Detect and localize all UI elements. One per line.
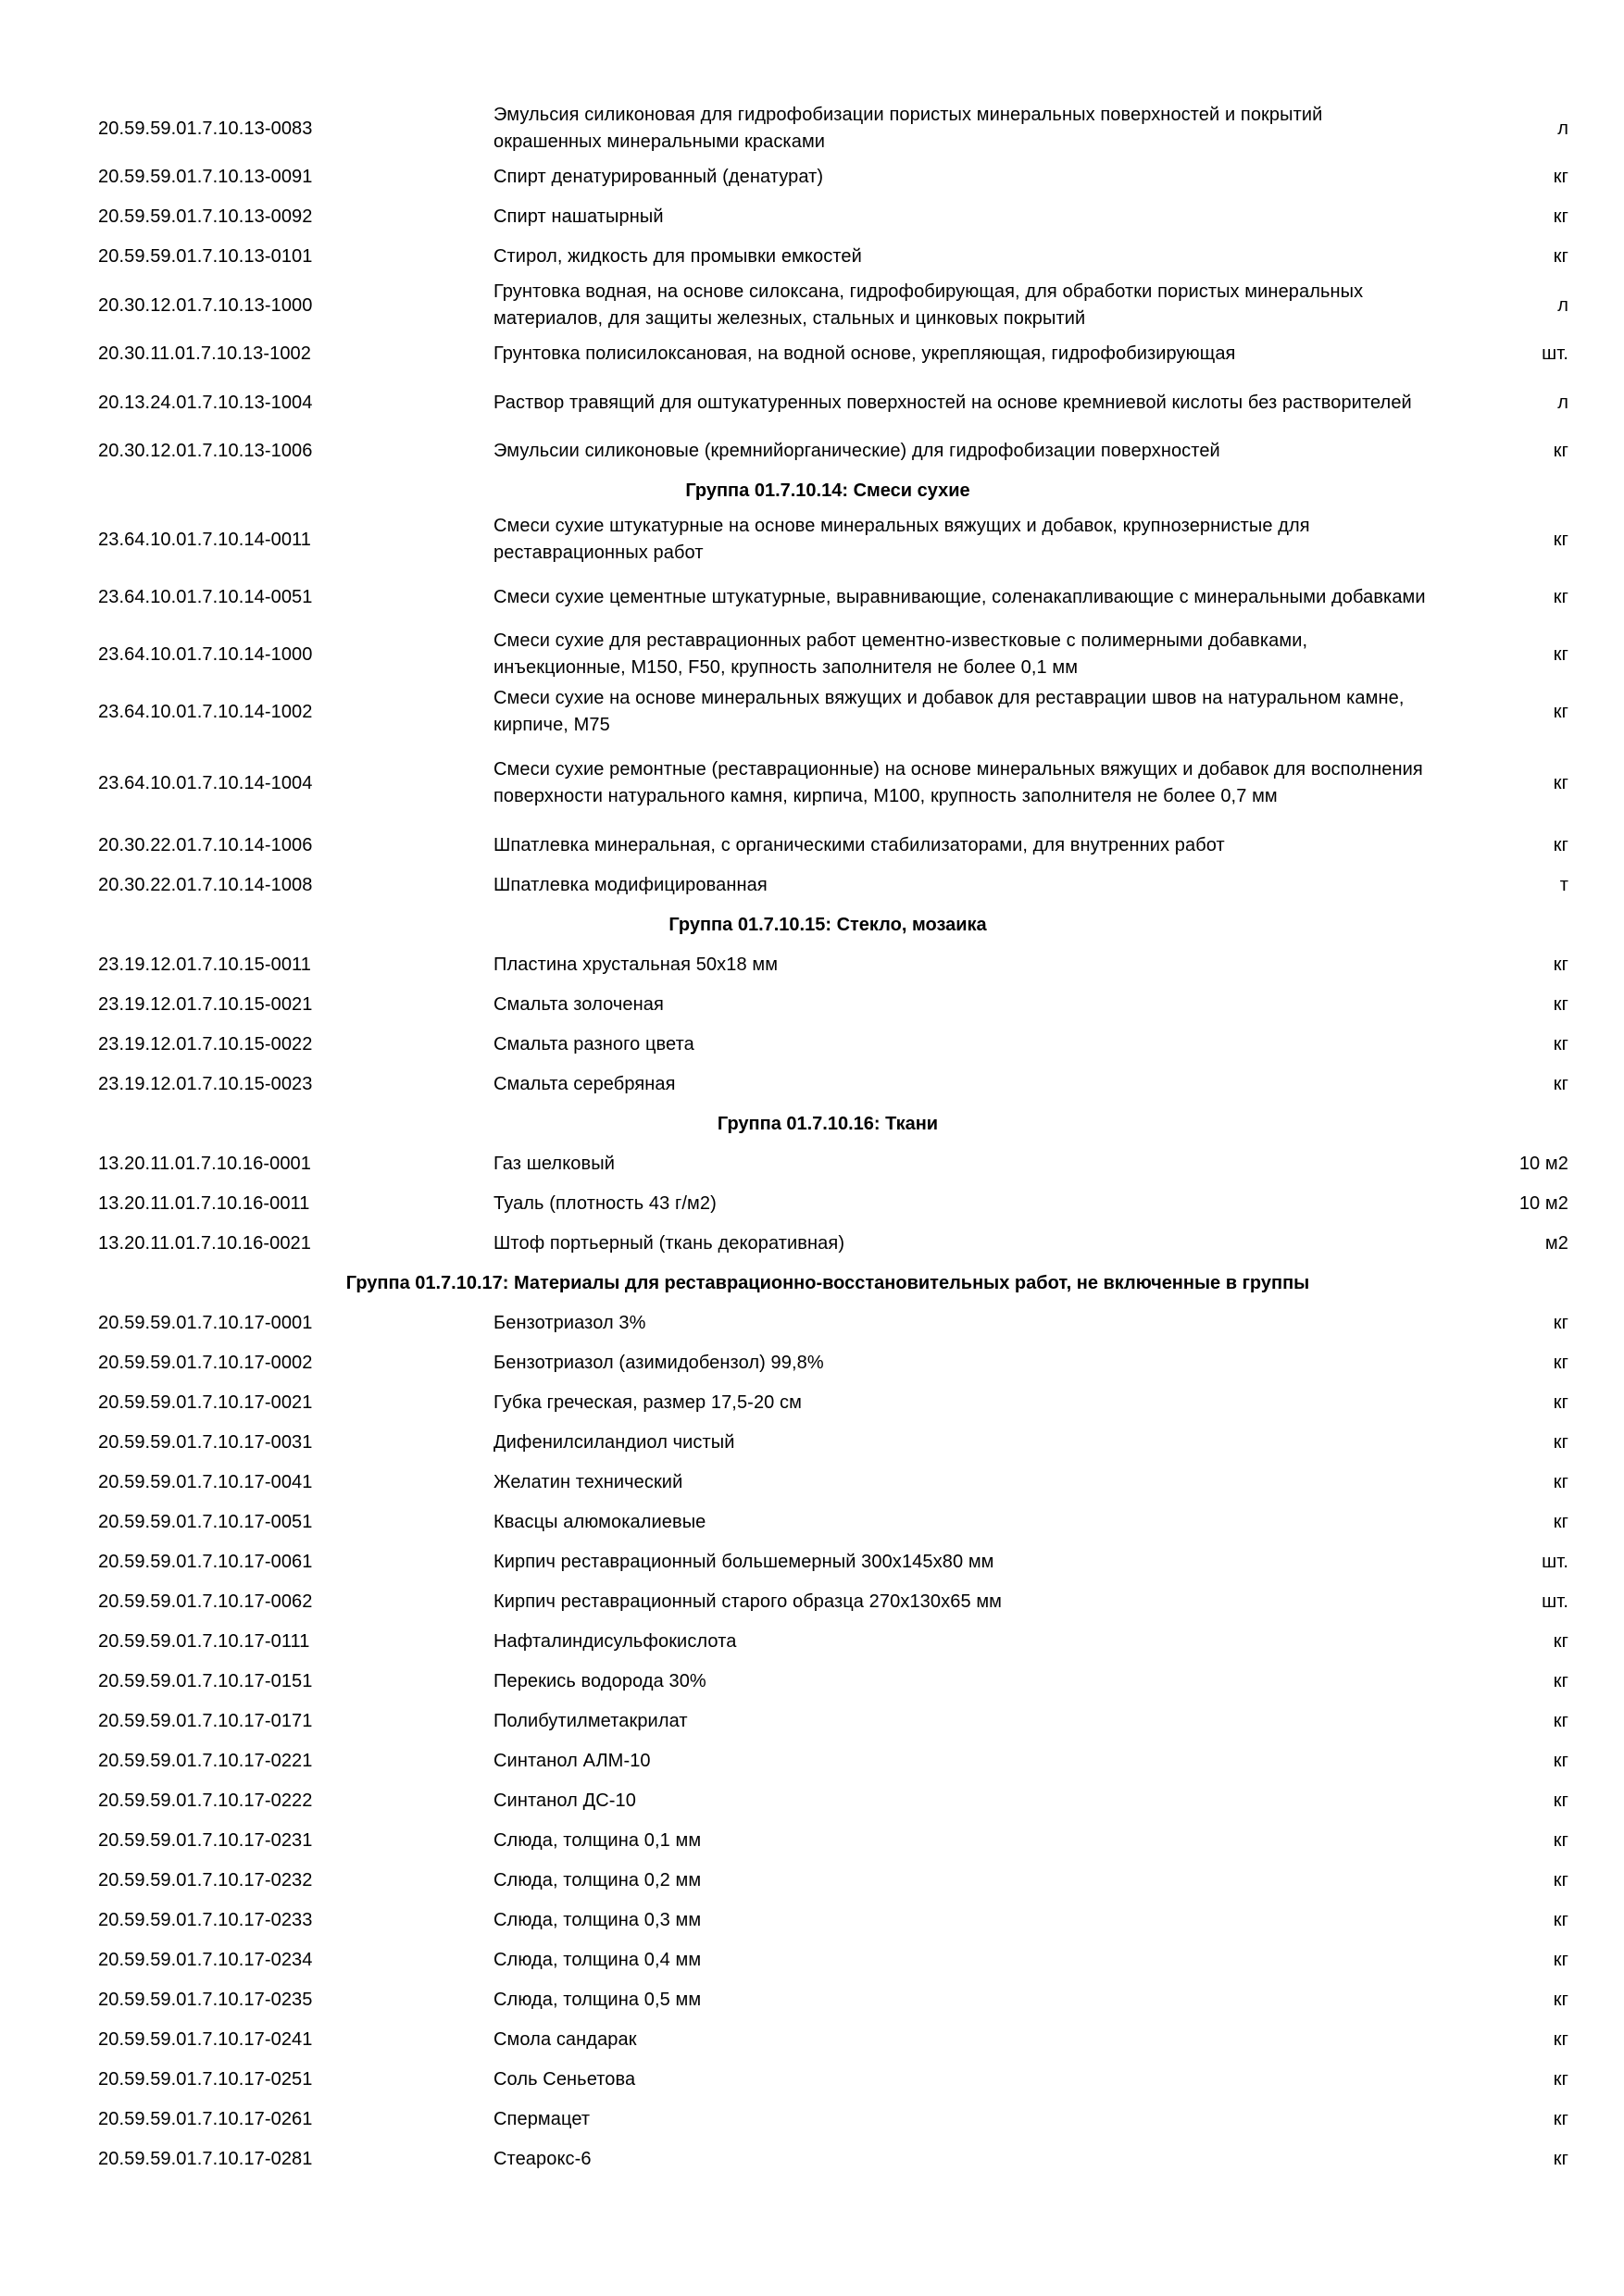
row-unit: кг: [1553, 1034, 1568, 1054]
row-unit: кг: [1553, 246, 1568, 267]
table-row: [98, 1542, 1570, 1582]
row-code: 20.59.59.01.7.10.17-0041: [98, 1472, 313, 1492]
table-row: [98, 1304, 1570, 1343]
row-code: 23.64.10.01.7.10.14-1004: [98, 772, 313, 793]
row-unit: кг: [1553, 1791, 1568, 1811]
table-row: [98, 277, 1570, 334]
row-unit: кг: [1553, 1432, 1568, 1453]
row-name: Смеси сухие штукатурные на основе минеральных вяжущих и добавок, крупнозернистые для реставрационных работ: [493, 516, 1310, 563]
table-row: [98, 741, 1570, 826]
row-code: 20.59.59.01.7.10.13-0091: [98, 167, 313, 187]
row-name: Грунтовка полисилоксановая, на водной основе, укрепляющая, гидрофобизирующая: [493, 343, 1236, 364]
row-code: 20.59.59.01.7.10.17-0234: [98, 1950, 313, 1970]
table-row: [98, 945, 1570, 985]
row-unit: кг: [1553, 1472, 1568, 1492]
row-code: 20.30.22.01.7.10.14-1008: [98, 875, 313, 895]
row-name: Смеси сухие на основе минеральных вяжущих и добавок для реставрации швов на натуральном камне, кирпиче, М75: [493, 688, 1405, 735]
row-code: 20.59.59.01.7.10.17-0051: [98, 1512, 313, 1532]
row-name: Эмульсия силиконовая для гидрофобизации пористых минеральных поверхностей и покрытий окрашенных минеральными красками: [493, 105, 1323, 152]
group-heading: Группа 01.7.10.16: Ткани: [717, 1114, 939, 1134]
table-row: [98, 1503, 1570, 1542]
row-code: 23.19.12.01.7.10.15-0022: [98, 1034, 313, 1054]
row-unit: кг: [1553, 2069, 1568, 2090]
row-unit: л: [1557, 392, 1568, 413]
row-code: 20.30.11.01.7.10.13-1002: [98, 343, 312, 364]
row-code: 20.59.59.01.7.10.13-0092: [98, 206, 313, 227]
row-code: 20.30.22.01.7.10.14-1006: [98, 835, 313, 855]
row-name: Нафталиндисульфокислота: [493, 1631, 737, 1652]
row-code: 20.13.24.01.7.10.13-1004: [98, 392, 313, 413]
table-row: [98, 1901, 1570, 1940]
table-row: [98, 2060, 1570, 2100]
row-name: Шпатлевка модифицированная: [493, 875, 768, 895]
row-unit: 10 м2: [1518, 1154, 1568, 1174]
row-unit: кг: [1553, 1631, 1568, 1652]
row-name: Смеси сухие ремонтные (реставрационные) на основе минеральных вяжущих и добавок для восполнения поверхности натурального камня, кирпича, М100, крупность заполнителя не более 0,7 мм: [493, 759, 1423, 806]
row-name: Туаль (плотность 43 г/м2): [493, 1193, 717, 1214]
row-name: Губка греческая, размер 17,5-20 см: [493, 1392, 802, 1413]
row-code: 20.59.59.01.7.10.17-0251: [98, 2069, 313, 2090]
row-code: 23.19.12.01.7.10.15-0021: [98, 994, 313, 1015]
row-name: Слюда, толщина 0,5 мм: [493, 1990, 702, 2010]
table-row: [98, 1582, 1570, 1622]
row-name: Спирт денатурированный (денатурат): [493, 167, 824, 187]
table-row: [98, 626, 1570, 683]
row-code: 20.59.59.01.7.10.17-0281: [98, 2149, 313, 2169]
row-code: 20.59.59.01.7.10.17-0061: [98, 1552, 313, 1572]
row-name: Спирт нашатырный: [493, 206, 664, 227]
row-unit: кг: [1553, 2149, 1568, 2169]
row-name: Соль Сеньетова: [493, 2069, 636, 2090]
row-name: Синтанол АЛМ-10: [493, 1751, 651, 1771]
row-name: Смеси сухие для реставрационных работ цементно-известковые с полимерными добавками, инъекционные, М150, F50, крупность заполнителя не более 0,1 мм: [493, 630, 1308, 678]
row-name: Желатин технический: [493, 1472, 683, 1492]
row-unit: кг: [1553, 2109, 1568, 2129]
row-code: 20.59.59.01.7.10.17-0171: [98, 1711, 313, 1731]
table-row: [98, 334, 1570, 374]
group-heading: Группа 01.7.10.17: Материалы для реставрационно-восстановительных работ, не включенные в группы: [345, 1273, 1310, 1293]
row-unit: м2: [1544, 1233, 1568, 1254]
row-name: Смола сандарак: [493, 2029, 637, 2050]
row-code: 13.20.11.01.7.10.16-0001: [98, 1154, 312, 1174]
row-name: Раствор травящий для оштукатуренных поверхностей на основе кремниевой кислоты без растворителей: [493, 392, 1412, 413]
row-name: Слюда, толщина 0,4 мм: [493, 1950, 702, 1970]
row-code: 23.64.10.01.7.10.14-0011: [98, 529, 312, 550]
row-name: Слюда, толщина 0,2 мм: [493, 1870, 702, 1890]
table-row: [98, 431, 1570, 471]
row-code: 20.59.59.01.7.10.17-0031: [98, 1432, 313, 1453]
row-code: 23.64.10.01.7.10.14-1000: [98, 643, 313, 665]
table-row: [98, 1821, 1570, 1861]
row-unit: кг: [1553, 2029, 1568, 2050]
row-code: 20.59.59.01.7.10.17-0021: [98, 1392, 313, 1413]
table-row: [98, 1861, 1570, 1901]
row-name: Пластина хрустальная 50х18 мм: [493, 955, 779, 975]
table-row: [98, 237, 1570, 277]
table-row: [98, 1224, 1570, 1264]
row-name: Полибутилметакрилат: [493, 1711, 688, 1731]
row-code: 20.30.12.01.7.10.13-1006: [98, 441, 313, 461]
row-name: Смальта золоченая: [493, 994, 664, 1015]
row-name: Кирпич реставрационный старого образца 270х130х65 мм: [493, 1591, 1003, 1612]
row-unit: кг: [1553, 1870, 1568, 1890]
row-unit: кг: [1553, 167, 1568, 187]
table-row: [98, 100, 1570, 157]
row-unit: кг: [1553, 1313, 1568, 1333]
group-heading: Группа 01.7.10.14: Смеси сухие: [685, 480, 970, 501]
row-code: 20.59.59.01.7.10.17-0221: [98, 1751, 313, 1771]
row-unit: кг: [1553, 1074, 1568, 1094]
row-code: 20.59.59.01.7.10.17-0001: [98, 1313, 313, 1333]
table-row: [98, 1662, 1570, 1702]
row-unit: кг: [1553, 1392, 1568, 1413]
table-row: [98, 1741, 1570, 1781]
table-row: [98, 1423, 1570, 1463]
row-name: Смальта разного цвета: [493, 1034, 694, 1054]
row-name: Слюда, толщина 0,3 мм: [493, 1910, 702, 1930]
table-row: [98, 1980, 1570, 2020]
table-row: [98, 197, 1570, 237]
table-row: [98, 1940, 1570, 1980]
row-unit: кг: [1553, 1910, 1568, 1930]
row-unit: л: [1557, 118, 1568, 139]
row-code: 20.59.59.01.7.10.17-0111: [98, 1631, 310, 1652]
table-row: [98, 1343, 1570, 1383]
row-code: 20.30.12.01.7.10.13-1000: [98, 294, 313, 316]
table-row: [98, 1144, 1570, 1184]
table-row: [98, 1463, 1570, 1503]
row-unit: кг: [1553, 772, 1568, 793]
table-row: [98, 2140, 1570, 2179]
row-unit: кг: [1553, 1751, 1568, 1771]
row-unit: шт.: [1542, 343, 1568, 364]
row-unit: кг: [1553, 1990, 1568, 2010]
row-unit: т: [1559, 875, 1568, 895]
table-row: [98, 2020, 1570, 2060]
row-code: 20.59.59.01.7.10.17-0233: [98, 1910, 313, 1930]
table-row: [98, 374, 1570, 431]
row-code: 20.59.59.01.7.10.17-0241: [98, 2029, 313, 2050]
row-unit: кг: [1553, 1512, 1568, 1532]
row-unit: кг: [1553, 1353, 1568, 1373]
row-code: 23.19.12.01.7.10.15-0011: [98, 955, 312, 975]
row-code: 20.59.59.01.7.10.17-0151: [98, 1671, 313, 1691]
row-name: Слюда, толщина 0,1 мм: [493, 1830, 702, 1851]
group-heading: Группа 01.7.10.15: Стекло, мозаика: [668, 915, 987, 935]
row-name: Смальта серебряная: [493, 1074, 676, 1094]
row-unit: шт.: [1542, 1591, 1568, 1612]
table-row: [98, 1383, 1570, 1423]
row-code: 20.59.59.01.7.10.13-0083: [98, 118, 313, 139]
row-name: Спермацет: [493, 2109, 591, 2129]
table-row: [98, 1025, 1570, 1065]
row-name: Стеарокс-6: [493, 2149, 592, 2169]
row-unit: кг: [1553, 586, 1568, 607]
row-name: Эмульсии силиконовые (кремнийорганические) для гидрофобизации поверхностей: [493, 441, 1220, 461]
row-unit: кг: [1553, 1950, 1568, 1970]
row-unit: кг: [1553, 529, 1568, 550]
row-unit: 10 м2: [1518, 1193, 1568, 1214]
row-unit: кг: [1553, 701, 1568, 722]
row-unit: кг: [1553, 206, 1568, 227]
table-row: [98, 1781, 1570, 1821]
table-row: [98, 1184, 1570, 1224]
row-code: 13.20.11.01.7.10.16-0011: [98, 1193, 310, 1214]
row-name: Стирол, жидкость для промывки емкостей: [493, 246, 862, 267]
row-code: 20.59.59.01.7.10.17-0002: [98, 1353, 313, 1373]
row-unit: л: [1557, 294, 1568, 316]
row-unit: кг: [1553, 1830, 1568, 1851]
row-code: 20.59.59.01.7.10.17-0235: [98, 1990, 313, 2010]
table-row: [98, 1622, 1570, 1662]
row-unit: кг: [1553, 994, 1568, 1015]
row-name: Грунтовка водная, на основе силоксана, гидрофобирующая, для обработки пористых минеральных материалов, для защиты железных, стальных и цинковых покрытий: [493, 281, 1364, 329]
price-list-table: [98, 100, 1570, 2179]
row-name: Квасцы алюмокалиевые: [493, 1512, 706, 1532]
row-name: Шпатлевка минеральная, с органическими стабилизаторами, для внутренних работ: [493, 835, 1225, 855]
table-row: [98, 985, 1570, 1025]
row-code: 20.59.59.01.7.10.17-0222: [98, 1791, 313, 1811]
row-code: 13.20.11.01.7.10.16-0021: [98, 1233, 312, 1254]
row-code: 23.19.12.01.7.10.15-0023: [98, 1074, 313, 1094]
table-row: [98, 511, 1570, 568]
row-code: 23.64.10.01.7.10.14-1002: [98, 701, 313, 722]
row-name: Перекись водорода 30%: [493, 1671, 706, 1691]
table-row: [98, 683, 1570, 741]
table-row: [98, 1065, 1570, 1104]
table-row: [98, 866, 1570, 905]
row-code: 20.59.59.01.7.10.13-0101: [98, 246, 313, 267]
row-unit: кг: [1553, 441, 1568, 461]
row-unit: кг: [1553, 1711, 1568, 1731]
table-row: [98, 1702, 1570, 1741]
row-name: Бензотриазол (азимидобензол) 99,8%: [493, 1353, 824, 1373]
table-row: [98, 157, 1570, 197]
row-name: Штоф портьерный (ткань декоративная): [493, 1233, 845, 1254]
row-code: 20.59.59.01.7.10.17-0261: [98, 2109, 313, 2129]
row-code: 20.59.59.01.7.10.17-0231: [98, 1830, 313, 1851]
row-code: 20.59.59.01.7.10.17-0062: [98, 1591, 313, 1612]
row-name: Смеси сухие цементные штукатурные, выравнивающие, соленакапливающие с минеральными добавками: [493, 586, 1426, 607]
row-unit: кг: [1553, 835, 1568, 855]
row-name: Синтанол ДС-10: [493, 1791, 636, 1811]
row-name: Дифенилсиландиол чистый: [493, 1432, 735, 1453]
row-code: 23.64.10.01.7.10.14-0051: [98, 586, 313, 607]
table-row: [98, 2100, 1570, 2140]
table-row: [98, 826, 1570, 866]
row-code: 20.59.59.01.7.10.17-0232: [98, 1870, 313, 1890]
table-row: [98, 568, 1570, 626]
row-unit: шт.: [1542, 1552, 1568, 1572]
row-unit: кг: [1553, 643, 1568, 665]
row-name: Кирпич реставрационный большемерный 300х145х80 мм: [493, 1552, 994, 1572]
row-unit: кг: [1553, 1671, 1568, 1691]
row-name: Бензотриазол 3%: [493, 1313, 646, 1333]
row-unit: кг: [1553, 955, 1568, 975]
row-name: Газ шелковый: [493, 1154, 615, 1174]
